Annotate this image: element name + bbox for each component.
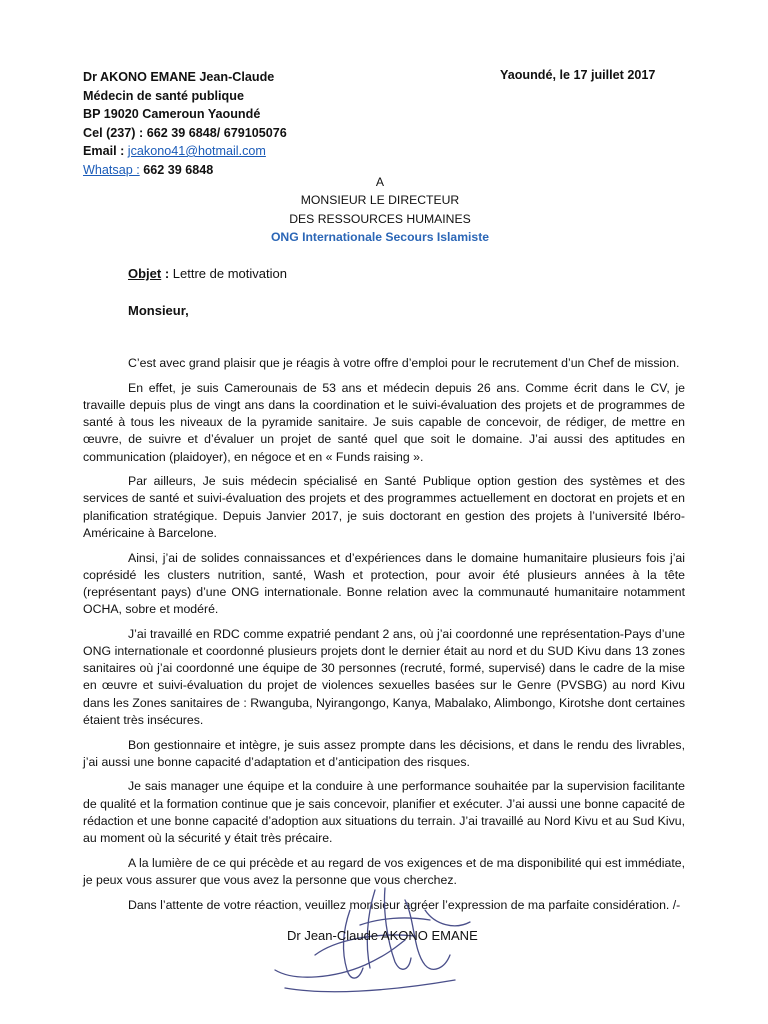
whatsapp-label[interactable]: Whatsap :: [83, 162, 140, 177]
sender-address: BP 19020 Cameroun Yaoundé: [83, 107, 261, 121]
subject-value: Lettre de motivation: [169, 266, 287, 281]
body-paragraph: C’est avec grand plaisir que je réagis à votre offre d’emploi pour le recrutement d’un Chef de mission.: [128, 356, 680, 370]
subject-colon: :: [161, 266, 170, 281]
recipient-line-director: MONSIEUR LE DIRECTEUR: [300, 193, 460, 208]
body-paragraph: A la lumière de ce qui précède et au regard de vos exigences et de ma disponibilité qui est immédiate, je peux vous assurer que vous avez la personne que vous cherchez.: [83, 855, 685, 887]
body-paragraph: Bon gestionnaire et intègre, je suis assez prompte dans les décisions, et dans le rendu des livrables, j’ai aussi une bonne capacité d’adaptation et d’anticipation des risques.: [83, 737, 685, 769]
subject-line: [128, 266, 287, 281]
whatsapp-number: 662 39 6848: [139, 162, 214, 177]
recipient-line-hr: DES RESSOURCES HUMAINES: [289, 211, 471, 226]
sender-block: [83, 68, 287, 179]
letter-date: Yaoundé, le 17 juillet 2017: [500, 68, 656, 82]
body-paragraph: Par ailleurs, Je suis médecin spécialisé en Santé Publique option gestion des systèmes et des services de santé et suivi-évaluation des projets et des programmes actuellement en doctorat en projets et en planification stratégique. Depuis Janvier 2017, je suis doctorant en gestion des projets à l’université Ibéro-Américaine à Barcelone.: [83, 474, 685, 540]
recipient-organization: ONG Internationale Secours Islamiste: [270, 229, 490, 244]
letter-body: [83, 355, 685, 921]
body-paragraph: Dans l’attente de votre réaction, veuillez monsieur agréer l’expression de ma parfaite considération. /-: [128, 897, 681, 912]
email-label: Email :: [83, 144, 125, 158]
email-link[interactable]: jcakono41@hotmail.com: [127, 144, 266, 158]
sender-name: Dr AKONO EMANE Jean-Claude: [83, 70, 275, 84]
sender-phone: Cel (237) : 662 39 6848/ 679105076: [83, 125, 287, 140]
recipient-line-a: A: [375, 175, 385, 189]
sender-title: Médecin de santé publique: [83, 88, 244, 103]
body-paragraph: Ainsi, j’ai de solides connaissances et d’expériences dans le domaine humanitaire plusieurs fois j’ai coprésidé les clusters nutrition, santé, Wash et protection, pour avoir été plusieurs années à la tête (représentant pays) d’une ONG internationale. Bonne relation avec la communauté humanitaire notamment OCHA, sobre et modéré.: [83, 550, 685, 617]
recipient-block: [230, 173, 530, 246]
body-paragraph: En effet, je suis Camerounais de 53 ans et médecin depuis 26 ans. Comme écrit dans le CV, je travaille depuis plus de vingt ans dans la coordination et le suivi-évaluation des projets et de programmes de santé à tous les niveaux de la pyramide sanitaire. Je suis capable de concevoir, de rédiger, de mettre en œuvre, de suivre et d’évaluer un projet de santé quel que soit le domaine. J’ai aussi des aptitudes en communication (plaidoyer), en négoce et en « Funds raising ».: [83, 380, 685, 464]
subject-label: Objet: [128, 266, 162, 281]
salutation: Monsieur,: [128, 303, 189, 318]
body-paragraph: J’ai travaillé en RDC comme expatrié pendant 2 ans, où j’ai coordonné une représentation-Pays d’une ONG internationale et coordonné plusieurs projets dont le dernier était au nord et du SUD Kivu dans 13 zones sanitaires où j’ai coordonné une équipe de 30 personnes (recruté, formé, supervisé) dans le cadre de la mise en œuvre et suivi-évaluation du projet de violences sexuelles basées sur le Genre (PVSBG) au nord Kivu dans les Zones sanitaires de : Rwanguba, Nyirangongo, Kanya, Mabalako, Alimbongo, Kirotshe dont certaines étaient très insécures.: [83, 626, 685, 727]
signature-name: Dr Jean-Claude AKONO EMANE: [287, 928, 478, 943]
sender-email-line: [83, 142, 287, 161]
body-paragraph: Je sais manager une équipe et la conduire à une performance souhaitée par la supervision facilitante de qualité et la formation continue que je sais concevoir, planifier et exécuter. J’ai aussi une bonne capacité de rédaction et une bonne capacité d’adoption aux situations du terrain. J’ai travaillé au Nord Kivu et au Sud Kivu, au moment où la sécurité y était très précaire.: [83, 779, 685, 846]
